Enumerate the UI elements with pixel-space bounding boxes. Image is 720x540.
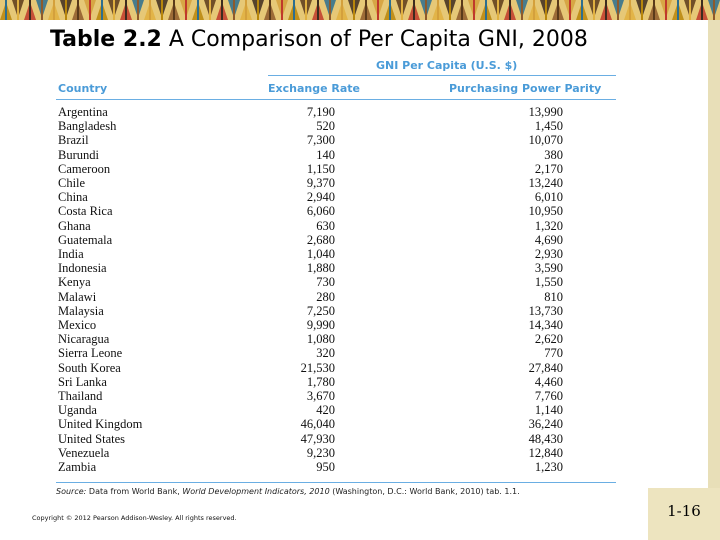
ppp-cell: 1,450 xyxy=(534,119,563,134)
table-row xyxy=(0,261,720,275)
exchange-rate-cell: 47,930 xyxy=(300,431,335,446)
ppp-cell: 36,240 xyxy=(528,417,563,432)
ppp-cell: 10,950 xyxy=(528,204,563,219)
exchange-rate-cell: 520 xyxy=(316,119,335,134)
column-header-exchange-rate: Exchange Rate xyxy=(268,82,360,95)
table-row xyxy=(0,332,720,346)
ppp-cell: 7,760 xyxy=(534,389,563,403)
page-number: 1-16 xyxy=(667,502,701,520)
table-number: Table 2.2 xyxy=(50,27,162,52)
ppp-cell: 14,340 xyxy=(528,318,563,332)
ppp-cell: 810 xyxy=(544,289,563,304)
table-row xyxy=(0,133,720,147)
country-cell: Sierra Leone xyxy=(58,346,123,361)
ppp-cell: 2,170 xyxy=(534,161,563,176)
table-row xyxy=(0,403,720,417)
ppp-cell: 12,840 xyxy=(528,445,563,460)
exchange-rate-cell: 1,880 xyxy=(306,261,335,276)
slide-title xyxy=(50,27,588,52)
table-row xyxy=(0,162,720,176)
ppp-cell: 4,690 xyxy=(534,232,563,247)
exchange-rate-cell: 140 xyxy=(316,147,335,162)
country-cell: United Kingdom xyxy=(58,417,143,432)
country-cell: Zambia xyxy=(58,460,97,474)
exchange-rate-cell: 7,190 xyxy=(306,105,335,119)
country-cell: Thailand xyxy=(58,389,103,403)
table-row xyxy=(0,304,720,318)
country-cell: Bangladesh xyxy=(58,119,117,134)
country-cell: Cameroon xyxy=(58,161,111,176)
table-row xyxy=(0,290,720,304)
exchange-rate-cell: 3,670 xyxy=(306,389,335,403)
header-rule xyxy=(56,99,616,100)
exchange-rate-cell: 9,230 xyxy=(306,445,335,460)
exchange-rate-cell: 420 xyxy=(316,403,335,418)
column-header-country: Country xyxy=(58,82,108,95)
exchange-rate-cell: 21,530 xyxy=(300,360,335,375)
country-cell: Argentina xyxy=(58,105,108,119)
table-row xyxy=(0,247,720,261)
ppp-cell: 1,230 xyxy=(534,460,563,474)
country-cell: China xyxy=(58,190,88,205)
ppp-cell: 2,930 xyxy=(534,247,563,261)
exchange-rate-cell: 630 xyxy=(316,218,335,233)
table-row xyxy=(0,389,720,403)
exchange-rate-cell: 730 xyxy=(316,275,335,290)
exchange-rate-cell: 9,990 xyxy=(306,318,335,332)
country-cell: Brazil xyxy=(58,133,89,148)
table-row xyxy=(0,446,720,460)
country-cell: Ghana xyxy=(58,218,91,233)
source-post: (Washington, D.C.: World Bank, 2010) tab. 1.1. xyxy=(329,487,520,496)
exchange-rate-cell: 7,300 xyxy=(306,133,335,148)
table-row xyxy=(0,346,720,360)
table-title-text: A Comparison of Per Capita GNI, 2008 xyxy=(168,27,588,52)
country-cell: India xyxy=(58,247,84,261)
ppp-cell: 2,620 xyxy=(534,332,563,347)
source-note xyxy=(56,487,520,496)
ppp-cell: 6,010 xyxy=(534,190,563,205)
exchange-rate-cell: 320 xyxy=(316,346,335,361)
country-cell: United States xyxy=(58,431,126,446)
ppp-cell: 770 xyxy=(544,346,563,361)
country-cell: Costa Rica xyxy=(58,204,113,219)
table-row xyxy=(0,375,720,389)
table-row xyxy=(0,417,720,431)
exchange-rate-cell: 2,940 xyxy=(306,190,335,205)
exchange-rate-cell: 1,040 xyxy=(306,247,335,261)
table-row xyxy=(0,233,720,247)
ppp-cell: 1,550 xyxy=(534,275,563,290)
footer-rule xyxy=(56,482,616,483)
ppp-cell: 13,990 xyxy=(528,105,563,119)
exchange-rate-cell: 46,040 xyxy=(300,417,335,432)
ppp-cell: 13,240 xyxy=(528,176,563,190)
source-title: World Development Indicators, 2010 xyxy=(182,487,330,496)
table-row xyxy=(0,190,720,204)
table-row xyxy=(0,432,720,446)
country-cell: Malaysia xyxy=(58,303,104,318)
ppp-cell: 48,430 xyxy=(528,431,563,446)
table-row xyxy=(0,460,720,474)
country-cell: Venezuela xyxy=(58,445,110,460)
table-row xyxy=(0,176,720,190)
exchange-rate-cell: 1,780 xyxy=(306,374,335,389)
country-cell: Mexico xyxy=(58,318,97,332)
country-cell: Kenya xyxy=(58,275,91,290)
exchange-rate-cell: 7,250 xyxy=(306,303,335,318)
ppp-cell: 380 xyxy=(544,147,563,162)
country-cell: Malawi xyxy=(58,289,97,304)
table-row xyxy=(0,105,720,119)
table-row xyxy=(0,275,720,289)
ppp-cell: 13,730 xyxy=(528,303,563,318)
country-cell: Indonesia xyxy=(58,261,107,276)
exchange-rate-cell: 9,370 xyxy=(306,176,335,190)
ppp-cell: 3,590 xyxy=(534,261,563,276)
table-row xyxy=(0,361,720,375)
ppp-cell: 1,140 xyxy=(534,403,563,418)
decorative-pattern-banner xyxy=(0,0,720,20)
column-header-ppp: Purchasing Power Parity xyxy=(449,82,602,95)
gni-group-header: GNI Per Capita (U.S. $) xyxy=(376,59,518,72)
table-row xyxy=(0,119,720,133)
group-header-rule xyxy=(268,75,616,76)
exchange-rate-cell: 1,150 xyxy=(306,161,335,176)
source-label: Source: xyxy=(56,487,87,496)
exchange-rate-cell: 950 xyxy=(316,460,335,474)
table-row xyxy=(0,204,720,218)
country-cell: Uganda xyxy=(58,403,97,418)
country-cell: Chile xyxy=(58,176,86,190)
exchange-rate-cell: 1,080 xyxy=(306,332,335,347)
table-row xyxy=(0,318,720,332)
ppp-cell: 4,460 xyxy=(534,374,563,389)
exchange-rate-cell: 6,060 xyxy=(306,204,335,219)
exchange-rate-cell: 2,680 xyxy=(306,232,335,247)
country-cell: Burundi xyxy=(58,147,99,162)
ppp-cell: 1,320 xyxy=(534,218,563,233)
ppp-cell: 27,840 xyxy=(528,360,563,375)
table-row xyxy=(0,219,720,233)
country-cell: South Korea xyxy=(58,360,121,375)
ppp-cell: 10,070 xyxy=(528,133,563,148)
country-cell: Sri Lanka xyxy=(58,374,107,389)
country-cell: Guatemala xyxy=(58,232,113,247)
source-pre: Data from World Bank, xyxy=(86,487,183,496)
table-row xyxy=(0,148,720,162)
exchange-rate-cell: 280 xyxy=(316,289,335,304)
country-cell: Nicaragua xyxy=(58,332,110,347)
copyright-notice: Copyright © 2012 Pearson Addison-Wesley. All rights reserved. xyxy=(32,514,237,522)
